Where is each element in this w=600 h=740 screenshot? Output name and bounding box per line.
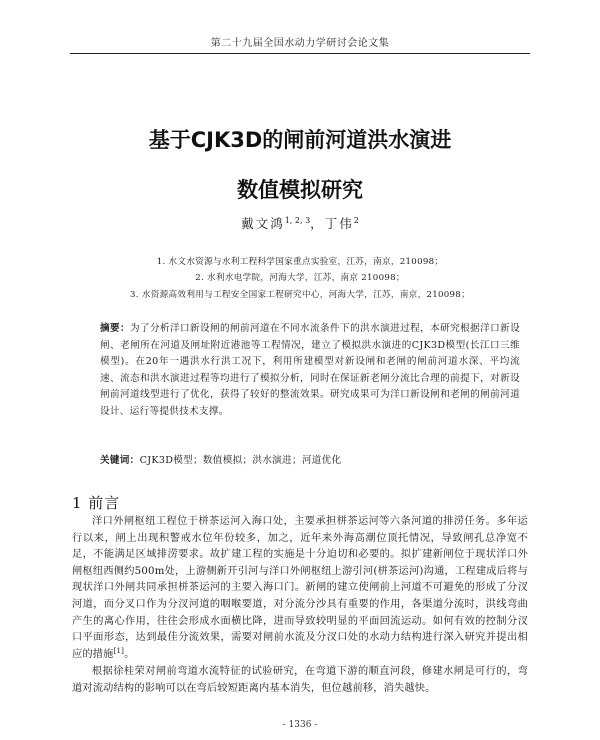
page-number: - 1336 - — [282, 720, 318, 730]
paragraph-2-text: 根据徐桂荣对闸前弯道水流特征的试验研究，在弯道下游的顺直河段，修建水闸是可行的，弯道对流动结构的影响可以在弯后较短距离内基本消失，但位越前移，消失越快。 — [72, 666, 528, 694]
abstract-label: 摘要： — [100, 323, 131, 334]
keywords — [100, 452, 520, 466]
body-paragraph-1 — [72, 514, 528, 663]
author-1: 戴文鸿 — [241, 216, 285, 231]
section-heading-introduction: 1 前言 — [72, 494, 121, 512]
author-2-affiliation-marker: 2 — [353, 216, 359, 225]
affiliation-3: 3. 水资源高效利用与工程安全国家工程研究中心，河海大学，江苏，南京，210098； — [130, 290, 470, 300]
author-2: 丁伟 — [324, 216, 354, 231]
keywords-label: 关键词： — [100, 455, 140, 466]
abstract-text: 为了分析洋口新设闸的闸前河道在不同水流条件下的洪水演进过程，本研究根据洋口新设闸、老闸所在河道及闸址附近港池等工程情况，建立了模拟洪水演进的CJK3D模型(长江口三维模型)。在20年一遇洪水行洪工况下，利用所建模型对新设闸和老闸的闸前河道水深、平均流速、流态和洪水演进过程等均进行了模拟分析，同时在保证新老闸分流比合理的前提下，对新设闸前河道线型进行了优化，获得了较好的整流效果。研究成果可为洋口新设闸和老闸的闸前河道设计、运行等提供技术支撑。 — [100, 323, 520, 417]
abstract — [100, 321, 520, 421]
header-rule — [70, 53, 530, 54]
author-1-affiliation-marker: 1, 2, 3 — [284, 216, 311, 225]
affiliation-1: 1. 水文水资源与水利工程科学国家重点实验室，江苏，南京，210098； — [156, 257, 444, 267]
paragraph-1-end: 。 — [124, 648, 135, 660]
citation-ref: [1] — [113, 646, 125, 655]
affiliation-2: 2. 水利水电学院，河海大学，江苏，南京 210098； — [195, 273, 405, 283]
author-separator: ， — [310, 216, 325, 231]
paper-title-line-1: 基于CJK3D的闸前河道洪水演进 — [148, 128, 452, 152]
paragraph-1-text: 洋口外闸枢纽工程位于栟茶运河入海口处，主要承担栟茶运河等六条河道的排涝任务。多年运行以来，闸上出现积警戒水位年份较多，加之，近年来外海高潮位顶托情况，导致闸孔总净宽不足，不能满足区域排涝要求。故扩建工程的实施是十分迫切和必要的。拟扩建新闸位于现状洋口外闸枢纽西侧约500m处，上游侧新开引河与洋口外闸枢纽上游引河(栟茶运河)沟通，工程建成后将与现状洋口外闸共同承担栟茶运河的主要入海口门。新闸的建立使闸前上河道不可避免的形成了分汊河道，而分叉口作为分汊河道的咽喉要道，对分流分沙具有重要的作用，各渠道分流时，洪线弯曲产生的离心作用，往往会形成水面横比降，进而导致较明显的平面回流运动。如何有效的控制分汊口平面形态，达到最佳分流效果，需要对闸前水流及分汊口处的水动力结构进行深入研究并提出相应的措施 — [72, 516, 528, 660]
authors — [60, 214, 540, 232]
body-paragraph-2 — [72, 664, 528, 697]
paper-title-line-2: 数值模拟研究 — [237, 178, 363, 202]
keywords-text: CJK3D模型；数值模拟；洪水演进；河道优化 — [139, 455, 342, 466]
running-header: 第二十九届全国水动力学研讨会论文集 — [210, 38, 390, 49]
